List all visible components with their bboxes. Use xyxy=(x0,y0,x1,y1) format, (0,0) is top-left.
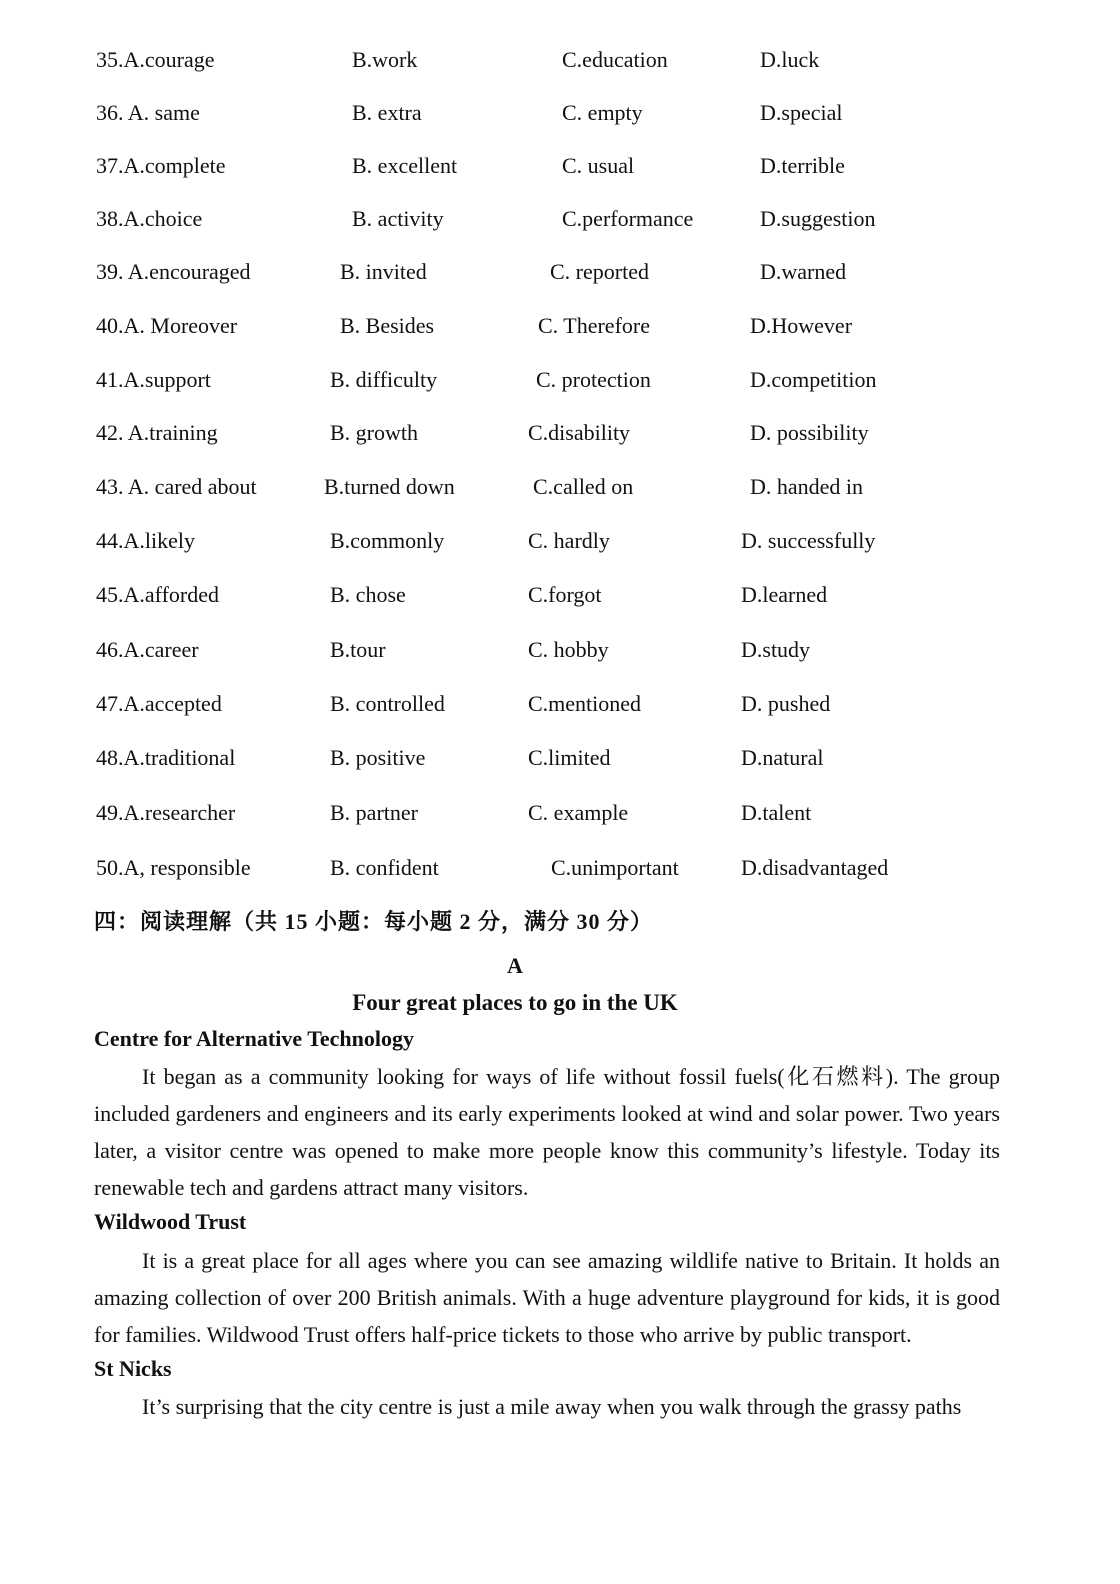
option-d: D.competition xyxy=(750,367,877,392)
option-b: B. excellent xyxy=(352,153,458,178)
option-b: B. confident xyxy=(330,855,439,880)
option-a: 49.A.researcher xyxy=(96,800,236,825)
option-a: 43. A. cared about xyxy=(96,474,257,499)
option-c: C. reported xyxy=(550,259,649,284)
option-d: D.special xyxy=(760,100,843,125)
question-row-39 xyxy=(0,252,1120,292)
option-b: B. Besides xyxy=(340,313,435,338)
option-d: D.learned xyxy=(741,582,828,607)
question-row-45 xyxy=(0,575,1120,615)
question-row-42 xyxy=(0,413,1120,453)
option-d: D.terrible xyxy=(760,153,845,178)
option-a: 47.A.accepted xyxy=(96,691,222,716)
place-heading: Centre for Alternative Technology xyxy=(94,1026,414,1051)
option-c: C.performance xyxy=(562,206,694,231)
option-b: B. invited xyxy=(340,259,427,284)
option-a: 39. A.encouraged xyxy=(96,259,251,284)
question-row-37 xyxy=(0,146,1120,186)
option-c: C.forgot xyxy=(528,582,602,607)
passage-title: Four great places to go in the UK xyxy=(352,990,678,1015)
option-a: 50.A, responsible xyxy=(96,855,251,880)
option-c: C. usual xyxy=(562,153,635,178)
option-b: B. chose xyxy=(330,582,406,607)
option-d: D. handed in xyxy=(750,474,864,499)
option-c: C.mentioned xyxy=(528,691,642,716)
option-c: C.education xyxy=(562,47,668,72)
option-b: B.turned down xyxy=(324,474,455,499)
option-a: 41.A.support xyxy=(96,367,211,392)
option-a: 44.A.likely xyxy=(96,528,195,553)
option-c: C.disability xyxy=(528,420,631,445)
question-row-41 xyxy=(0,360,1120,400)
option-d: D. pushed xyxy=(741,691,831,716)
question-row-38 xyxy=(0,199,1120,239)
option-d: D.disadvantaged xyxy=(741,855,889,880)
option-d: D. successfully xyxy=(741,528,876,553)
option-b: B.tour xyxy=(330,637,386,662)
option-c: C. Therefore xyxy=(538,313,650,338)
place-description: It is a great place for all ages where you can see amazing wildlife native to Britain. It holds an amazing collection of over 200 British animals. With a huge adventure playground for kids, it is good for families. Wildwood Trust offers half-price tickets to those who arrive by public transport. xyxy=(94,1248,1000,1347)
option-c: C. protection xyxy=(536,367,651,392)
option-b: B.commonly xyxy=(330,528,445,553)
option-a: 46.A.career xyxy=(96,637,199,662)
option-a: 45.A.afforded xyxy=(96,582,219,607)
question-row-35 xyxy=(0,40,1120,80)
option-c: C. hardly xyxy=(528,528,610,553)
place-description: It’s surprising that the city centre is just a mile away when you walk through the grassy paths xyxy=(142,1394,962,1419)
passage-letter: A xyxy=(507,953,523,978)
option-a: 48.A.traditional xyxy=(96,745,236,770)
option-c: C. hobby xyxy=(528,637,609,662)
option-b: B. positive xyxy=(330,745,426,770)
place-description: It began as a community looking for ways of life without fossil fuels(化石燃料). The group included gardeners and engineers and its early experiments looked at wind and solar power. Two years later, a visitor centre was opened to make more people know this community’s lifestyle. Today its renewable tech and gardens attract many visitors. xyxy=(94,1064,1000,1200)
option-b: B. extra xyxy=(352,100,422,125)
section-title: 四：阅读理解（共 15 小题：每小题 2 分，满分 30 分） xyxy=(94,909,654,934)
option-a: 36. A. same xyxy=(96,100,200,125)
place-heading: St Nicks xyxy=(94,1356,172,1381)
question-row-36 xyxy=(0,93,1120,133)
option-d: D.talent xyxy=(741,800,812,825)
option-d: D.suggestion xyxy=(760,206,876,231)
option-d: D.However xyxy=(750,313,853,338)
option-c: C.called on xyxy=(533,474,634,499)
place-heading: Wildwood Trust xyxy=(94,1209,247,1234)
question-row-46 xyxy=(0,630,1120,670)
option-a: 38.A.choice xyxy=(96,206,203,231)
option-b: B. controlled xyxy=(330,691,445,716)
option-a: 40.A. Moreover xyxy=(96,313,238,338)
option-b: B. difficulty xyxy=(330,367,438,392)
option-d: D.warned xyxy=(760,259,847,284)
option-c: C. example xyxy=(528,800,629,825)
question-row-50 xyxy=(0,848,1120,888)
option-b: B. growth xyxy=(330,420,418,445)
option-b: B. partner xyxy=(330,800,418,825)
option-c: C.unimportant xyxy=(551,855,679,880)
option-d: D.natural xyxy=(741,745,824,770)
question-row-48 xyxy=(0,738,1120,778)
option-c: C.limited xyxy=(528,745,611,770)
option-a: 37.A.complete xyxy=(96,153,226,178)
option-d: D.study xyxy=(741,637,811,662)
option-c: C. empty xyxy=(562,100,643,125)
option-d: D.luck xyxy=(760,47,820,72)
option-b: B.work xyxy=(352,47,418,72)
question-row-47 xyxy=(0,684,1120,724)
option-b: B. activity xyxy=(352,206,444,231)
option-a: 35.A.courage xyxy=(96,47,215,72)
option-a: 42. A.training xyxy=(96,420,218,445)
question-row-43 xyxy=(0,467,1120,507)
question-row-40 xyxy=(0,306,1120,346)
option-d: D. possibility xyxy=(750,420,869,445)
question-row-44 xyxy=(0,521,1120,561)
question-row-49 xyxy=(0,793,1120,833)
